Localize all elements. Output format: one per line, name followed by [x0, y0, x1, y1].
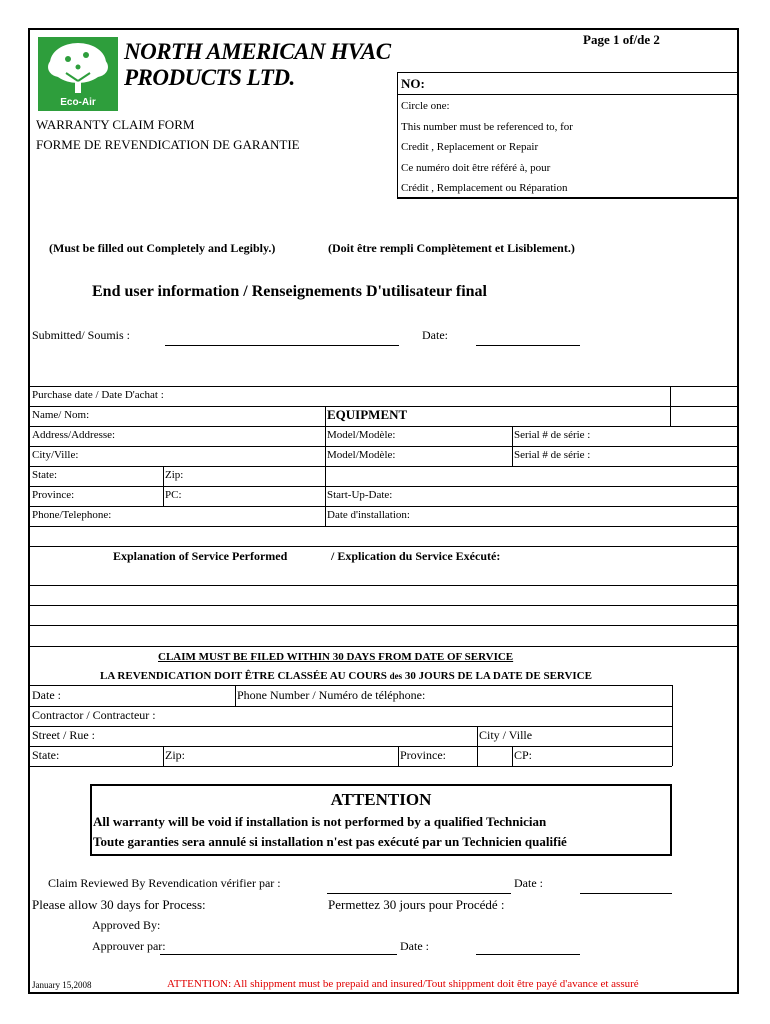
submitted-field[interactable] [165, 345, 399, 346]
no-box-line: Crédit , Remplacement ou Réparation [401, 182, 568, 194]
allow-days-fr: Permettez 30 jours pour Procédé : [328, 897, 505, 912]
review-date-label: Date : [514, 876, 543, 890]
attention-line-fr: Toute garanties sera annulé si installation n'est pas exécuté par un Technicien qualifié [93, 834, 567, 849]
claim-cp-field[interactable]: CP: [514, 748, 533, 762]
claim-date-field[interactable]: Date : [32, 688, 61, 702]
service-heading-fr: / Explication du Service Exécuté: [331, 549, 501, 563]
review-date-field[interactable] [580, 893, 672, 894]
contractor-field[interactable]: Contractor / Contracteur : [32, 708, 156, 722]
warranty-claim-form [28, 28, 739, 994]
submitted-label: Submitted/ Soumis : [32, 328, 131, 342]
logo-text: Eco-Air [60, 97, 96, 108]
form-date: January 15,2008 [32, 980, 92, 990]
approval-date-field[interactable] [476, 954, 580, 955]
service-description-area[interactable] [30, 567, 739, 647]
serial-field-2[interactable]: Serial # de série : [514, 449, 591, 461]
claim-city-field[interactable]: City / Ville [479, 728, 533, 742]
claim-phone-field[interactable]: Phone Number / Numéro de téléphone: [237, 688, 426, 702]
reviewer-field[interactable] [327, 893, 511, 894]
address-field[interactable]: Address/Addresse: [32, 429, 116, 441]
date-label: Date: [422, 328, 448, 342]
approver-field[interactable] [160, 954, 397, 955]
company-name-line1: NORTH AMERICAN HVAC [124, 39, 391, 64]
model-field-1[interactable]: Model/Modèle: [327, 429, 396, 441]
no-box-line: This number must be referenced to, for [401, 121, 573, 133]
name-field[interactable]: Name/ Nom: [32, 409, 90, 421]
allow-days-en: Please allow 30 days for Process: [32, 897, 206, 912]
form-title-fr: FORME DE REVENDICATION DE GARANTIE [36, 137, 300, 152]
no-box-line: Ce numéro doit être référé à, pour [401, 162, 551, 174]
claim-zip-field[interactable]: Zip: [165, 748, 185, 762]
startup-date-field[interactable]: Start-Up-Date: [327, 489, 393, 501]
no-label: NO: [401, 76, 425, 91]
claim-number-box [397, 72, 739, 199]
city-field[interactable]: City/Ville: [32, 449, 79, 461]
date-field[interactable] [476, 345, 580, 346]
service-heading-en: Explanation of Service Performed [113, 549, 288, 563]
claim-province-field[interactable]: Province: [400, 748, 446, 762]
install-date-field[interactable]: Date d'installation: [327, 509, 410, 521]
model-field-2[interactable]: Model/Modèle: [327, 449, 396, 461]
claim-reviewed-label: Claim Reviewed By Revendication vérifier par : [48, 876, 281, 890]
equipment-heading: EQUIPMENT [327, 407, 408, 422]
phone-field[interactable]: Phone/Telephone: [32, 509, 112, 521]
form-title-en: WARRANTY CLAIM FORM [36, 117, 195, 132]
shipping-notice: ATTENTION: All shippment must be prepaid and insured/Tout shippment doit être payé d'avance et assuré [167, 978, 639, 990]
eco-air-logo [38, 37, 118, 111]
approved-by-label: Approved By: [92, 918, 161, 932]
page-number: Page 1 of/de 2 [583, 32, 660, 47]
end-user-heading: End user information / Renseignements D'utilisateur final [92, 283, 487, 300]
instructions-fr: (Doit être rempli Complètement et Lisiblement.) [328, 241, 575, 255]
province-field[interactable]: Province: [32, 489, 75, 501]
approuver-par-label: Approuver par: [92, 939, 166, 953]
company-name-line2: PRODUCTS LTD. [124, 65, 295, 90]
attention-line-en: All warranty will be void if installation is not performed by a qualified Technician [93, 814, 547, 829]
purchase-date-field[interactable]: Purchase date / Date D'achat : [32, 389, 164, 401]
attention-title: ATTENTION [330, 790, 432, 809]
claim-notice-en: CLAIM MUST BE FILED WITHIN 30 DAYS FROM DATE OF SERVICE [158, 651, 514, 663]
no-box-line: Circle one: [401, 100, 450, 112]
serial-field-1[interactable]: Serial # de série : [514, 429, 591, 441]
instructions-en: (Must be filled out Completely and Legibly.) [49, 241, 276, 255]
street-field[interactable]: Street / Rue : [32, 728, 95, 742]
claim-notice-fr: LA REVENDICATION DOIT ÊTRE CLASSÉE AU COURS des 30 JOURS DE LA DATE DE SERVICE [100, 670, 592, 682]
approval-date-label: Date : [400, 939, 429, 953]
pc-field[interactable]: PC: [165, 489, 182, 501]
attention-box [90, 784, 672, 856]
state-field[interactable]: State: [32, 469, 58, 481]
no-box-line: Credit , Replacement or Repair [401, 141, 539, 153]
zip-field[interactable]: Zip: [165, 469, 184, 481]
claim-state-field[interactable]: State: [32, 748, 60, 762]
